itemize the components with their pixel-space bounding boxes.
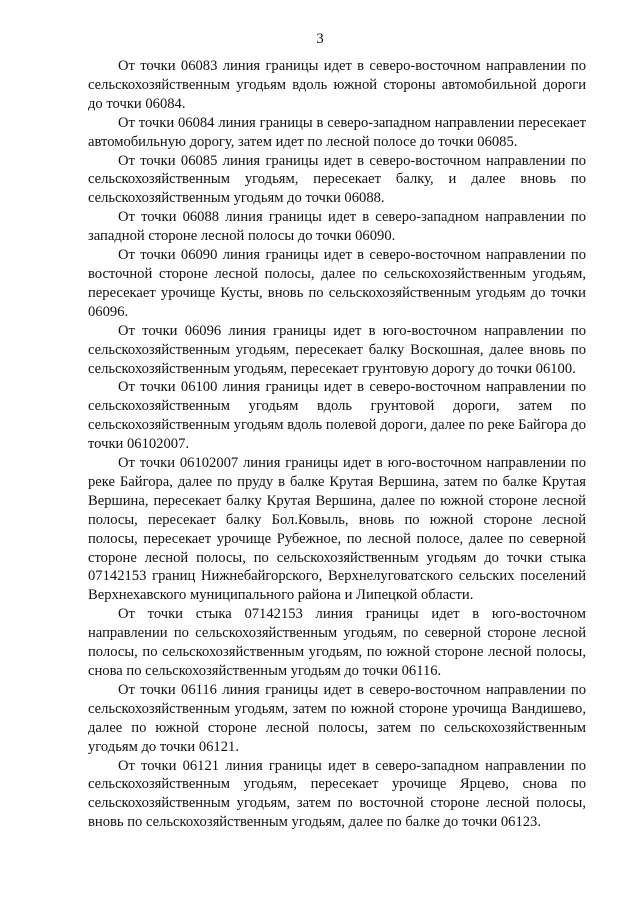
document-body — [88, 57, 586, 832]
paragraph: От точки 06096 линия границы идет в юго-восточном направлении по сельскохозяйственным угодьям, пересекает балку Воскошная, далее вновь по сельскохозяйственным угодьям, пересекает грунтовую дорогу до точки 06100. — [88, 322, 586, 377]
paragraph: От точки 06083 линия границы идет в северо-восточном направлении по сельскохозяйственным угодьям вдоль южной стороны автомобильной дороги до точки 06084. — [88, 58, 586, 112]
paragraph: От точки 06121 линия границы идет в северо-западном направлении по сельскохозяйственным угодьям, пересекает урочище Ярцево, снова по сельскохозяйственным угодьям, затем по восточной стороне лесной полосы, вновь по сельскохозяйственным угодьям, далее по балке до точки 06123. — [88, 757, 586, 831]
paragraph: От точки 06100 линия границы идет в северо-восточном направлении по сельскохозяйственным угодьям вдоль грунтовой дороги, затем по сельскохозяйственным угодьям вдоль полевой дороги, далее по реке Байгора до точки 06102007. — [88, 379, 586, 453]
paragraph: От точки 06084 линия границы в северо-западном направлении пересекает автомобильную дорогу, затем идет по лесной полосе до точки 06085. — [88, 114, 586, 150]
paragraph: От точки 06090 линия границы идет в северо-восточном направлении по восточной стороне лесной полосы, далее по сельскохозяйственным угодьям, пересекает урочище Кусты, вновь по сельскохозяйственным угодьям до точки 06096. — [88, 247, 586, 320]
paragraph: От точки стыка 07142153 линия границы идет в юго-восточном направлении по сельскохозяйственным угодьям, по северной стороне лесной полосы, по сельскохозяйственным угодьям, по южной стороне лесной полосы, снова по сельскохозяйственным угодьям до точки 06116. — [88, 606, 586, 679]
paragraph: От точки 06085 линия границы идет в северо-восточном направлении по сельскохозяйственным угодьям, пересекает балку, и далее вновь по сельскохозяйственным угодьям до точки 06088. — [88, 152, 586, 207]
paragraph: От точки 06088 линия границы идет в северо-западном направлении по западной стороне лесной полосы до точки 06090. — [88, 209, 586, 245]
paragraph: От точки 06116 линия границы идет в северо-восточном направлении по сельскохозяйственным угодьям, затем по южной стороне урочища Вандишево, далее по южной стороне лесной полосы, затем по сельскохозяйственным угодьям до точки 06121. — [88, 681, 586, 755]
page-number: 3 — [316, 31, 324, 47]
paragraph: От точки 06102007 линия границы идет в юго-восточном направлении по реке Байгора, далее по пруду в балке Крутая Вершина, затем по балке Крутая Вершина, пересекает балку Крутая Вершина, далее по южной стороне лесной полосы, пересекает балку Бол.Ковыль, вновь по южной стороне лесной полосы, пересекает урочище Рубежное, по лесной полосе, далее по северной стороне лесной полосы, по сельскохозяйственным угодьям до точки стыка 07142153 границ Нижнебайгорского, Верхнелуговатского сельских поселений Верхнехавского муниципального района и Липецкой области. — [88, 455, 586, 604]
